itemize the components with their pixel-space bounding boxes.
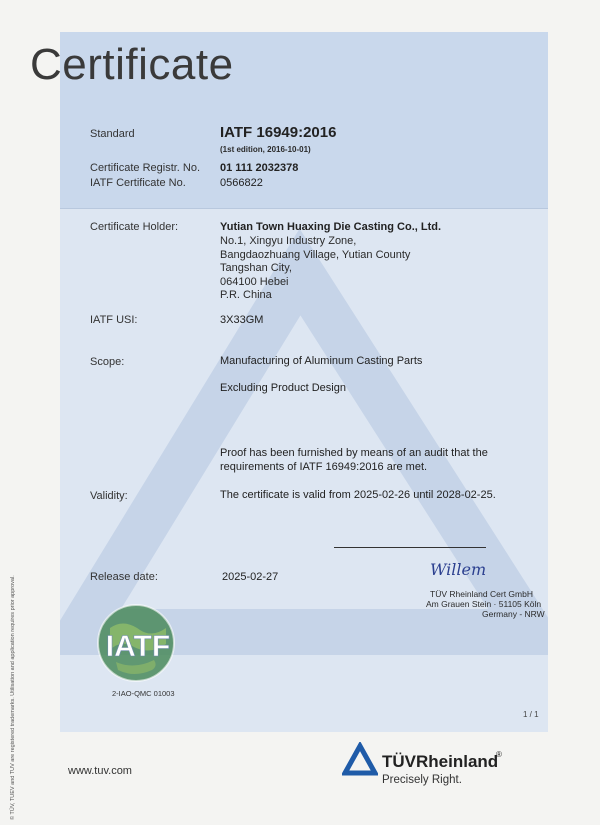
proof-line-1: Proof has been furnished by means of an audit that the [220, 447, 488, 459]
iatf-globe-logo [90, 598, 185, 688]
scope-label: Scope: [90, 356, 125, 368]
standard-value: IATF 16949:2016 [220, 124, 337, 141]
address-line: Tangshan City, [220, 262, 292, 274]
footer-url[interactable]: www.tuv.com [68, 765, 132, 777]
release-value: 2025-02-27 [222, 571, 279, 583]
validity-label: Validity: [90, 490, 128, 502]
standard-edition: (1st edition, 2016-10-01) [220, 145, 311, 154]
scope-exclusion: Excluding Product Design [220, 382, 346, 394]
issuer-country: Germany - NRW [482, 609, 545, 619]
registration-label: Certificate Registr. No. [90, 162, 201, 174]
issuer-street: Am Grauen Stein · 51105 Köln [426, 599, 542, 609]
release-label: Release date: [90, 571, 158, 583]
holder-label: Certificate Holder: [90, 221, 179, 233]
standard-label: Standard [90, 128, 135, 140]
address-line: Bangdaozhuang Village, Yutian County [220, 248, 411, 261]
trademark-note: © TÜV, TUEV and TUV are registered trademarks. Utilisation and application requires prior approval. [10, 575, 16, 820]
address-line: P.R. China [220, 289, 272, 301]
signature-line [334, 547, 486, 548]
brand-name: TÜVRheinland [382, 752, 499, 771]
holder-address [220, 235, 410, 303]
validity-value: The certificate is valid from 2025-02-26 until 2028-02-25. [220, 489, 496, 501]
page-number: 1 / 1 [523, 710, 539, 719]
address-line: No.1, Xingyu Industry Zone, [220, 235, 357, 247]
holder-name: Yutian Town Huaxing Die Casting Co., Ltd. [220, 221, 442, 233]
certificate-title: Certificate [30, 40, 234, 89]
tuv-triangle-logo [342, 742, 378, 776]
address-line: 064100 Hebei [220, 275, 289, 288]
iatf-certificate-label: IATF Certificate No. [90, 177, 186, 189]
scope-value: Manufacturing of Aluminum Casting Parts [220, 355, 423, 367]
iatf-certificate-value: 0566822 [220, 177, 263, 189]
registration-value: 01 111 2032378 [220, 162, 299, 174]
signature: Willem [430, 560, 487, 579]
issuer-name: TÜV Rheinland Cert GmbH [430, 589, 533, 599]
brand-registered: ® [496, 750, 502, 759]
iatf-code: 2-IAO-QMC 01003 [112, 689, 175, 698]
iatf-logo-text: IATF [105, 630, 171, 663]
usi-value: 3X33GM [220, 314, 264, 326]
brand-slogan: Precisely Right. [382, 774, 462, 786]
proof-line-2: requirements of IATF 16949:2016 are met. [220, 461, 428, 473]
usi-label: IATF USI: [90, 314, 138, 326]
